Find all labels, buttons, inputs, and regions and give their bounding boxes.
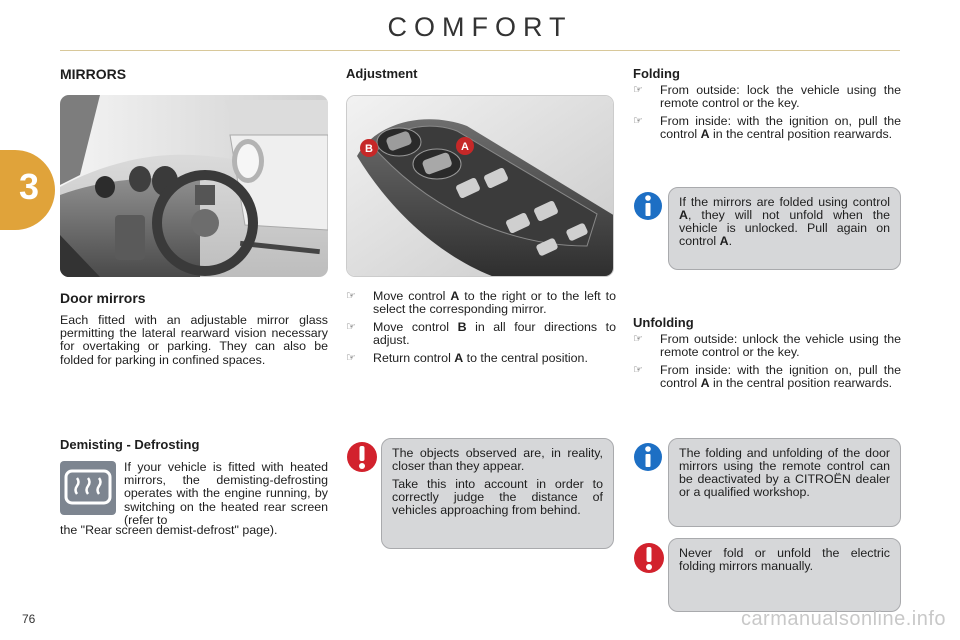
list-item: ☞ From inside: with the ignition on, pull the control A in the central position rearwards. bbox=[633, 363, 901, 390]
header-divider bbox=[60, 50, 900, 51]
pointing-hand-icon: ☞ bbox=[633, 333, 643, 345]
control-panel-illustration bbox=[346, 95, 614, 277]
demisting-text-continued: the "Rear screen demist-defrost" page). bbox=[60, 523, 278, 537]
info-note-box-deactivate bbox=[668, 438, 901, 527]
door-mirrors-text: Each fitted with an adjustable mirror glass permitting the lateral rearward vision necessary for overtaking or parking. They can also be folded for parking in confined spaces. bbox=[60, 313, 328, 367]
warning-text-2: Take this into account in order to correctly judge the distance of vehicles approaching from behind. bbox=[392, 477, 603, 517]
heated-rear-screen-icon bbox=[60, 461, 116, 515]
unfolding-bullets bbox=[633, 333, 901, 395]
folding-title: Folding bbox=[633, 66, 680, 81]
label-b: B bbox=[365, 143, 373, 155]
page-number: 76 bbox=[22, 612, 36, 626]
watermark: carmanualsonline.info bbox=[740, 608, 946, 630]
section-title-mirrors: MIRRORS bbox=[60, 66, 127, 82]
info-icon bbox=[633, 190, 663, 222]
page-title: COMFORT bbox=[387, 12, 573, 42]
list-item: ☞ Move control A to the right or to the left to select the corresponding mirror. bbox=[346, 289, 617, 316]
pointing-hand-icon: ☞ bbox=[633, 115, 643, 127]
info-folded-text: If the mirrors are folded using control A, they will not unfold when the vehicle is unlocked. Pull again on control A. bbox=[679, 195, 890, 248]
list-item: ☞ Return control A to the central position. bbox=[346, 351, 588, 365]
pointing-hand-icon: ☞ bbox=[633, 84, 643, 96]
label-a: A bbox=[461, 141, 469, 153]
pointing-hand-icon: ☞ bbox=[633, 364, 643, 376]
list-item: ☞ From inside: with the ignition on, pull the control A in the central position rearwards. bbox=[633, 114, 901, 141]
chapter-number: 3 bbox=[18, 166, 40, 207]
info-deactivate-text: The folding and unfolding of the door mirrors using the remote control can be deactivated by a CITROËN dealer or a qualified workshop. bbox=[679, 446, 890, 499]
info-icon bbox=[633, 441, 663, 473]
folding-bullets bbox=[633, 84, 901, 146]
car-interior-illustration bbox=[60, 95, 328, 277]
warning-note-box bbox=[381, 438, 614, 549]
warning-note-box-fold bbox=[668, 538, 901, 612]
warning-fold-text: Never fold or unfold the electric folding mirrors manually. bbox=[679, 546, 890, 573]
exclamation-icon bbox=[346, 440, 378, 474]
door-mirrors-title: Door mirrors bbox=[60, 290, 146, 306]
list-item: ☞ From outside: unlock the vehicle using the remote control or the key. bbox=[633, 332, 901, 359]
adjustment-bullets bbox=[346, 290, 616, 370]
pointing-hand-icon: ☞ bbox=[346, 290, 356, 302]
info-note-box-folded bbox=[668, 187, 901, 270]
exclamation-icon bbox=[633, 541, 665, 575]
demisting-text: If your vehicle is fitted with heated mirrors, the demisting-defrosting operates with the engine running, by switching on the heated rear screen (refer to bbox=[124, 460, 328, 527]
adjustment-title: Adjustment bbox=[346, 66, 418, 81]
list-item: ☞ From outside: lock the vehicle using the remote control or the key. bbox=[633, 83, 901, 110]
demisting-title: Demisting - Defrosting bbox=[60, 437, 200, 452]
warning-text-1: The objects observed are, in reality, closer than they appear. bbox=[392, 446, 603, 473]
list-item: ☞ Move control B in all four directions to adjust. bbox=[346, 320, 617, 347]
unfolding-title: Unfolding bbox=[633, 315, 694, 330]
pointing-hand-icon: ☞ bbox=[346, 321, 356, 333]
dashboard-photo bbox=[60, 95, 328, 277]
pointing-hand-icon: ☞ bbox=[346, 352, 356, 364]
